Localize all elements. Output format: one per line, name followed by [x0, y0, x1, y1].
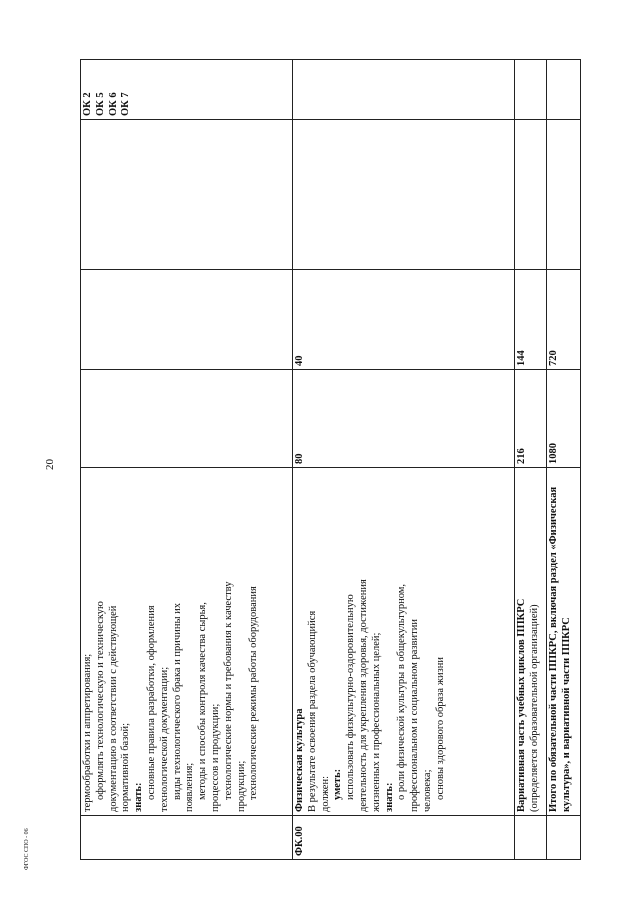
- cell-description-fk: [293, 468, 515, 816]
- cell-code-fk: ФК.00: [293, 816, 515, 860]
- cell-code-total: [547, 816, 581, 860]
- text-line: технологической документации;: [158, 666, 170, 812]
- page-number: 20: [44, 459, 56, 470]
- description-lines: [82, 471, 261, 812]
- text-line: продукции;: [235, 760, 247, 812]
- text-line: знать:: [383, 782, 395, 812]
- text-line: должен:: [319, 775, 331, 812]
- footer-code: ФГОС СПО - 06: [24, 828, 30, 870]
- cell-discipline-fk: [293, 120, 515, 270]
- fk-description-lines: [307, 471, 448, 812]
- text-line: использовать физкультурно-оздоровительную: [345, 594, 357, 800]
- text-line: документацию в соответствии с действующей: [107, 605, 119, 812]
- text-line: уметь:: [332, 768, 344, 800]
- table-row-variable-part: [515, 60, 547, 860]
- fk-title: Физическая культура: [294, 708, 305, 812]
- cell-hours-max: [81, 370, 293, 468]
- text-line: нормативной базой;: [120, 722, 132, 812]
- table-row-physical-education: [293, 60, 515, 860]
- cell-description-total: Итого по обязательной части ППКРС, включая раздел «Физическая культура», и вариативной части ППКРС: [547, 468, 581, 816]
- cell-hours-max-total: 1080: [547, 370, 581, 468]
- cell-hours-class-var: 144: [515, 270, 547, 370]
- cell-discipline-total: [547, 120, 581, 270]
- cell-competencies-var: [515, 60, 547, 120]
- cell-description: [81, 468, 293, 816]
- cell-discipline-var: [515, 120, 547, 270]
- variable-title: Вариативная часть учебных циклов ППКРС: [516, 598, 527, 812]
- cell-hours-class: [81, 270, 293, 370]
- text-line: о роли физической культуры в общекультурном,: [396, 583, 408, 800]
- text-line: человека;: [421, 769, 433, 812]
- variable-note: (определяется образовательной организацией): [528, 604, 540, 812]
- cell-code-var: [515, 816, 547, 860]
- text-line: термообработки и аппретирования;: [82, 653, 93, 812]
- text-line: знать:: [133, 782, 145, 812]
- table-row-total: [547, 60, 581, 860]
- text-line: технологические режимы работы оборудования: [248, 586, 260, 800]
- text-line: технологические нормы и требования к качеству: [222, 581, 234, 800]
- text-line: профессиональном и социальном развитии: [409, 619, 421, 812]
- text-line: оформлять технологическую и техническую: [94, 601, 106, 800]
- text-line: В результате освоения раздела обучающийся: [306, 610, 318, 812]
- cell-code: [81, 816, 293, 860]
- text-line: методы и способы контроля качества сырья,: [197, 602, 209, 800]
- text-line: основные правила разработки, оформления: [145, 605, 157, 800]
- cell-competencies-fk: [293, 60, 515, 120]
- curriculum-table: [80, 59, 581, 860]
- cell-hours-class-fk: 40: [293, 270, 515, 370]
- cell-discipline: [81, 120, 293, 270]
- text-line: процессов и продукции;: [209, 703, 221, 812]
- cell-competencies-total: [547, 60, 581, 120]
- text-line: основы здорового образа жизни: [434, 657, 446, 800]
- curriculum-table-rotated: [80, 60, 580, 860]
- cell-competencies: ОК 2 ОК 5 ОК 6 ОК 7: [81, 60, 293, 120]
- text-line: появления;: [184, 762, 196, 812]
- text-line: виды технологического брака и причины их: [171, 603, 183, 800]
- text-line: жизненных и профессиональных целей;: [370, 632, 382, 812]
- cell-hours-max-var: 216: [515, 370, 547, 468]
- cell-hours-max-fk: 80: [293, 370, 515, 468]
- cell-description-var: [515, 468, 547, 816]
- table-row-continuation: [81, 60, 293, 860]
- cell-hours-class-total: 720: [547, 270, 581, 370]
- text-line: деятельность для укрепления здоровья, достижения: [357, 579, 369, 812]
